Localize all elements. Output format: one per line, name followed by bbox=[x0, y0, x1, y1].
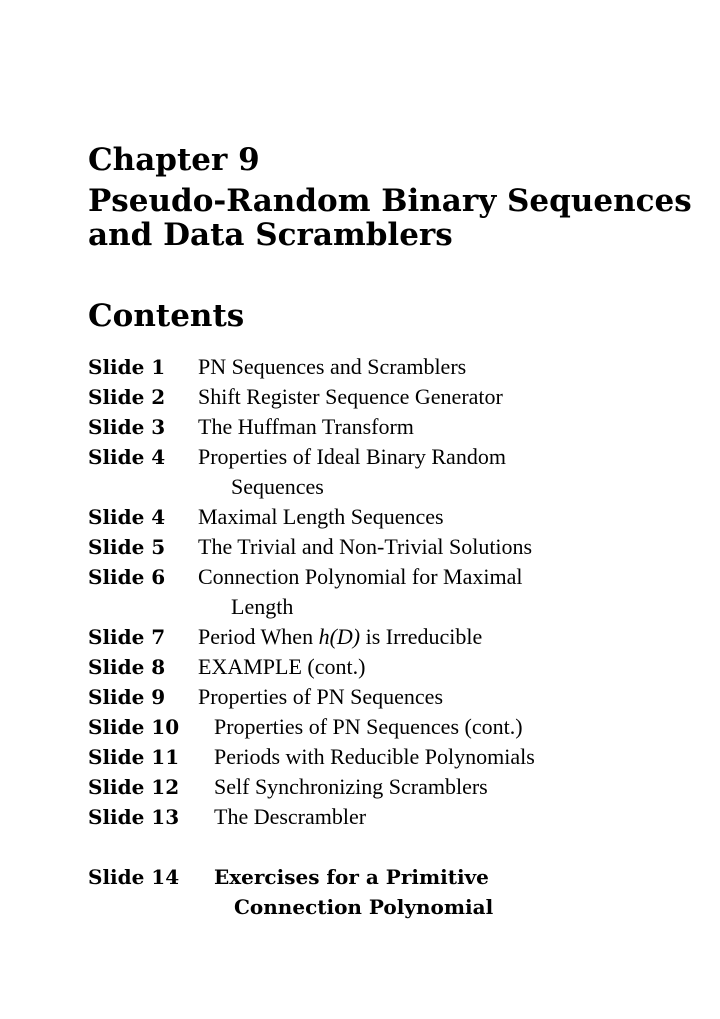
slide-number: Slide 4 bbox=[88, 505, 166, 529]
slide-title: Self Synchronizing Scramblers bbox=[214, 774, 488, 799]
toc-entry-slide-4a bbox=[88, 442, 708, 502]
contents-heading: Contents bbox=[88, 298, 245, 334]
toc-entry-slide-12 bbox=[88, 772, 708, 802]
slide-title bbox=[198, 562, 708, 622]
toc-entry-slide-6 bbox=[88, 562, 708, 622]
toc-entry-slide-3 bbox=[88, 412, 708, 442]
math-expression: h(D) bbox=[318, 624, 361, 649]
slide-title: The Trivial and Non-Trivial Solutions bbox=[198, 534, 533, 559]
slide-number: Slide 3 bbox=[88, 415, 166, 439]
toc-entry-slide-9 bbox=[88, 682, 708, 712]
slide-title bbox=[214, 862, 708, 922]
toc-entry-slide-10 bbox=[88, 712, 708, 742]
slide-number: Slide 10 bbox=[88, 715, 180, 739]
chapter-title bbox=[88, 184, 708, 252]
slide-number: Slide 1 bbox=[88, 355, 166, 379]
document-page bbox=[88, 140, 708, 922]
chapter-title-line-2: and Data Scramblers bbox=[88, 217, 453, 253]
slide-title: EXAMPLE (cont.) bbox=[198, 654, 366, 679]
toc-entry-slide-11 bbox=[88, 742, 708, 772]
chapter-label: Chapter 9 bbox=[88, 142, 260, 178]
toc-entry-slide-2 bbox=[88, 382, 708, 412]
slide-title: Properties of PN Sequences bbox=[198, 684, 444, 709]
slide-title: Shift Register Sequence Generator bbox=[198, 384, 503, 409]
slide-title: Maximal Length Sequences bbox=[198, 504, 444, 529]
toc-entry-slide-4b bbox=[88, 502, 708, 532]
slide-number: Slide 12 bbox=[88, 775, 180, 799]
toc-entry-slide-14 bbox=[88, 862, 708, 922]
slide-number: Slide 9 bbox=[88, 685, 166, 709]
slide-title-suffix: is Irreducible bbox=[360, 624, 483, 649]
chapter-title-line-1: Pseudo-Random Binary Sequences bbox=[88, 183, 692, 219]
slide-title: The Descrambler bbox=[214, 804, 367, 829]
slide-title-line-2: Sequences bbox=[231, 474, 324, 499]
slide-number: Slide 13 bbox=[88, 805, 180, 829]
slide-number: Slide 11 bbox=[88, 745, 180, 769]
slide-title: The Huffman Transform bbox=[198, 414, 414, 439]
slide-number: Slide 8 bbox=[88, 655, 166, 679]
slide-title: PN Sequences and Scramblers bbox=[198, 354, 467, 379]
slide-number: Slide 4 bbox=[88, 445, 166, 469]
slide-title-line-1: Connection Polynomial for Maximal bbox=[198, 564, 523, 589]
slide-title-line-1: Exercises for a Primitive bbox=[214, 865, 489, 889]
table-of-contents bbox=[88, 352, 708, 922]
slide-title-line-2: Length bbox=[231, 594, 294, 619]
slide-title bbox=[198, 622, 708, 652]
toc-entry-slide-5 bbox=[88, 532, 708, 562]
toc-entry-slide-13 bbox=[88, 802, 708, 832]
slide-title-line-2: Connection Polynomial bbox=[234, 895, 494, 919]
toc-entry-slide-7 bbox=[88, 622, 708, 652]
toc-entry-slide-8 bbox=[88, 652, 708, 682]
slide-title-prefix: Period When bbox=[198, 624, 319, 649]
slide-title: Properties of PN Sequences (cont.) bbox=[214, 714, 523, 739]
slide-number: Slide 6 bbox=[88, 565, 166, 589]
slide-number: Slide 14 bbox=[88, 865, 180, 889]
slide-title bbox=[198, 442, 708, 502]
slide-number: Slide 5 bbox=[88, 535, 166, 559]
slide-title: Periods with Reducible Polynomials bbox=[214, 744, 535, 769]
slide-number: Slide 2 bbox=[88, 385, 166, 409]
toc-entry-slide-1 bbox=[88, 352, 708, 382]
slide-number: Slide 7 bbox=[88, 625, 166, 649]
slide-title-line-1: Properties of Ideal Binary Random bbox=[198, 444, 506, 469]
